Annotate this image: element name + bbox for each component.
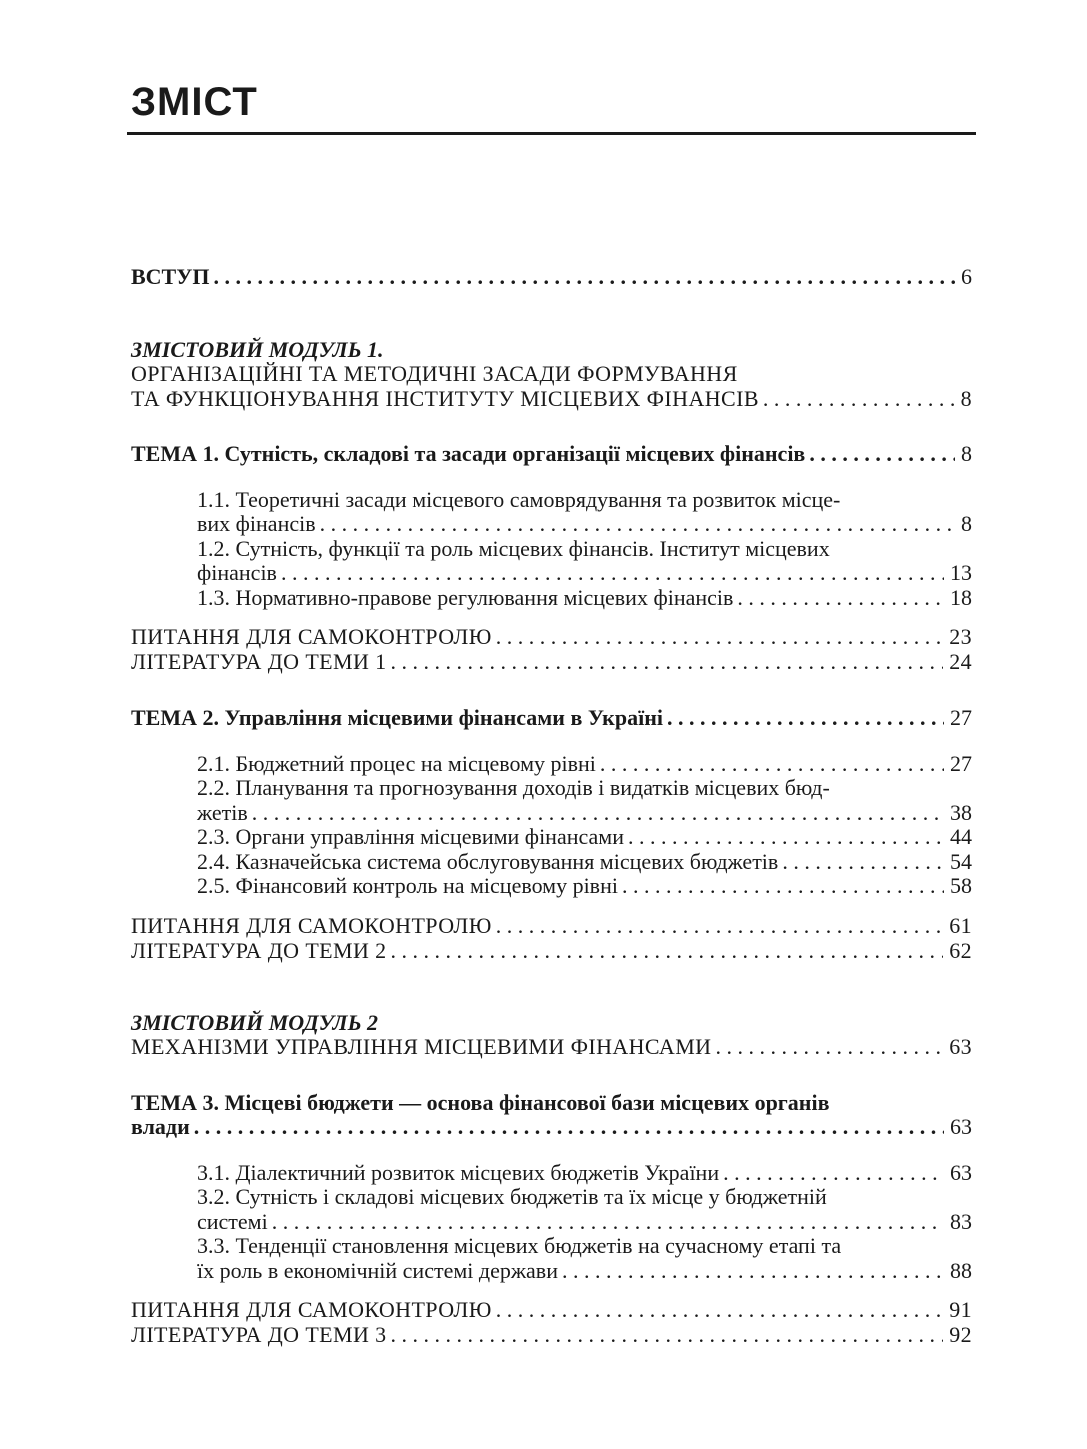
toc-entry-label: ТЕМА 1. Сутність, складові та засади організації місцевих фінансів xyxy=(131,441,806,466)
toc-entry-section-2-5[interactable] xyxy=(197,873,972,899)
dot-leader xyxy=(252,800,944,826)
toc-entry-label: вих фінансів xyxy=(197,511,316,536)
toc-entry-intro[interactable] xyxy=(131,264,972,290)
section-3-3-line1: 3.3. Тенденції становлення місцевих бюджетів на сучасному етапі та xyxy=(197,1233,842,1258)
toc-entry-section-2-2[interactable] xyxy=(197,800,972,826)
section-2-2-line1: 2.2. Планування та прогнозування доходів і видатків місцевих бюд- xyxy=(197,775,830,800)
dot-leader xyxy=(715,1034,943,1060)
toc-entry-topic-2[interactable] xyxy=(131,705,972,731)
dot-leader xyxy=(194,1114,944,1140)
dot-leader xyxy=(214,264,956,290)
toc-entry-module-2[interactable] xyxy=(131,1034,972,1060)
toc-entry-section-2-1[interactable] xyxy=(197,751,972,777)
toc-entry-questions-2[interactable] xyxy=(131,913,972,939)
toc-entry-label: 2.3. Органи управління місцевими фінансами xyxy=(197,824,624,849)
toc-entry-label: 2.5. Фінансовий контроль на місцевому рівні xyxy=(197,873,618,898)
toc-entry-topic-3[interactable] xyxy=(131,1114,972,1140)
toc-page-number: 92 xyxy=(949,1322,972,1347)
dot-leader xyxy=(272,1209,944,1235)
toc-page-number: 62 xyxy=(949,938,972,963)
toc-entry-literature-3[interactable] xyxy=(131,1322,972,1348)
toc-page-number: 63 xyxy=(950,1114,972,1139)
toc-entry-label: жетів xyxy=(197,800,248,825)
toc-page-number: 8 xyxy=(961,441,972,466)
toc-page-number: 63 xyxy=(950,1160,972,1185)
toc-entry-section-3-1[interactable] xyxy=(197,1160,972,1186)
toc-page-number: 54 xyxy=(950,849,972,874)
toc-page-number: 83 xyxy=(950,1209,972,1234)
toc-page-number: 8 xyxy=(960,386,972,411)
dot-leader xyxy=(628,824,944,850)
toc-page-number: 6 xyxy=(961,264,972,289)
module-1-heading: ЗМІСТОВИЙ МОДУЛЬ 1. xyxy=(131,337,384,362)
toc-entry-module-1[interactable] xyxy=(131,386,972,412)
toc-page-number: 44 xyxy=(950,824,972,849)
toc-page-number: 58 xyxy=(950,873,972,898)
toc-page-number: 63 xyxy=(949,1034,972,1059)
toc-entry-label: ТЕМА 2. Управління місцевими фінансами в Україні xyxy=(131,705,663,730)
toc-entry-label: ЛІТЕРАТУРА ДО ТЕМИ 1 xyxy=(131,649,387,674)
dot-leader xyxy=(391,649,944,675)
toc-entry-label: ЛІТЕРАТУРА ДО ТЕМИ 2 xyxy=(131,938,387,963)
toc-entry-section-3-3[interactable] xyxy=(197,1258,972,1284)
toc-entry-label: ПИТАННЯ ДЛЯ САМОКОНТРОЛЮ xyxy=(131,913,492,938)
dot-leader xyxy=(391,1322,944,1348)
dot-leader xyxy=(622,873,944,899)
toc-page-number: 91 xyxy=(949,1297,972,1322)
dot-leader xyxy=(496,624,943,650)
title-divider xyxy=(127,132,976,135)
toc-page-number: 18 xyxy=(950,585,972,610)
page-title: ЗМІСТ xyxy=(131,80,258,124)
toc-entry-label: 2.1. Бюджетний процес на місцевому рівні xyxy=(197,751,596,776)
toc-entry-label: 2.4. Казначейська система обслуговування місцевих бюджетів xyxy=(197,849,779,874)
toc-entry-label: ВСТУП xyxy=(131,264,210,289)
toc-entry-label: 3.1. Діалектичний розвиток місцевих бюджетів України xyxy=(197,1160,720,1185)
toc-entry-section-3-2[interactable] xyxy=(197,1209,972,1235)
dot-leader xyxy=(281,560,944,586)
dot-leader xyxy=(496,1297,943,1323)
toc-page-number: 88 xyxy=(950,1258,972,1283)
toc-entry-questions-3[interactable] xyxy=(131,1297,972,1323)
dot-leader xyxy=(496,913,943,939)
toc-entry-label: їх роль в економічній системі держави xyxy=(197,1258,558,1283)
toc-entry-literature-2[interactable] xyxy=(131,938,972,964)
toc-entry-label: ЛІТЕРАТУРА ДО ТЕМИ 3 xyxy=(131,1322,387,1347)
dot-leader xyxy=(391,938,944,964)
toc-entry-section-2-3[interactable] xyxy=(197,824,972,850)
toc-entry-label: МЕХАНІЗМИ УПРАВЛІННЯ МІСЦЕВИМИ ФІНАНСАМИ xyxy=(131,1034,712,1059)
toc-entry-label: ПИТАННЯ ДЛЯ САМОКОНТРОЛЮ xyxy=(131,624,492,649)
toc-entry-label: фінансів xyxy=(197,560,277,585)
topic-3-line1: ТЕМА 3. Місцеві бюджети — основа фінансової бази місцевих органів xyxy=(131,1090,830,1115)
toc-entry-section-1-3[interactable] xyxy=(197,585,972,611)
dot-leader xyxy=(782,849,944,875)
dot-leader xyxy=(809,441,955,467)
toc-page-number: 27 xyxy=(950,705,972,730)
dot-leader xyxy=(667,705,944,731)
dot-leader xyxy=(723,1160,944,1186)
toc-page-number: 24 xyxy=(949,649,972,674)
toc-page-number: 13 xyxy=(950,560,972,585)
toc-page-number: 38 xyxy=(950,800,972,825)
toc-entry-label: 1.3. Нормативно-правове регулювання місцевих фінансів xyxy=(197,585,734,610)
dot-leader xyxy=(763,386,955,412)
toc-page-number: 8 xyxy=(961,511,972,536)
toc-entry-label: влади xyxy=(131,1114,190,1139)
toc-page-number: 27 xyxy=(950,751,972,776)
section-1-2-line1: 1.2. Сутність, функції та роль місцевих фінансів. Інститут місцевих xyxy=(197,536,830,561)
toc-entry-label: ПИТАННЯ ДЛЯ САМОКОНТРОЛЮ xyxy=(131,1297,492,1322)
toc-page-number: 23 xyxy=(949,624,972,649)
dot-leader xyxy=(320,511,955,537)
toc-entry-section-2-4[interactable] xyxy=(197,849,972,875)
toc-entry-label: системі xyxy=(197,1209,268,1234)
toc-entry-literature-1[interactable] xyxy=(131,649,972,675)
module-1-title-line1: ОРГАНІЗАЦІЙНІ ТА МЕТОДИЧНІ ЗАСАДИ ФОРМУВАННЯ xyxy=(131,361,738,386)
toc-page-number: 61 xyxy=(949,913,972,938)
dot-leader xyxy=(600,751,944,777)
toc-entry-questions-1[interactable] xyxy=(131,624,972,650)
section-1-1-line1: 1.1. Теоретичні засади місцевого самоврядування та розвиток місце- xyxy=(197,487,841,512)
toc-entry-section-1-2[interactable] xyxy=(197,560,972,586)
dot-leader xyxy=(737,585,944,611)
toc-entry-topic-1[interactable] xyxy=(131,441,972,467)
module-2-heading: ЗМІСТОВИЙ МОДУЛЬ 2 xyxy=(131,1010,379,1035)
toc-entry-label: ТА ФУНКЦІОНУВАННЯ ІНСТИТУТУ МІСЦЕВИХ ФІНАНСІВ xyxy=(131,386,759,411)
dot-leader xyxy=(562,1258,944,1284)
section-3-2-line1: 3.2. Сутність і складові місцевих бюджетів та їх місце у бюджетній xyxy=(197,1184,827,1209)
toc-entry-section-1-1[interactable] xyxy=(197,511,972,537)
